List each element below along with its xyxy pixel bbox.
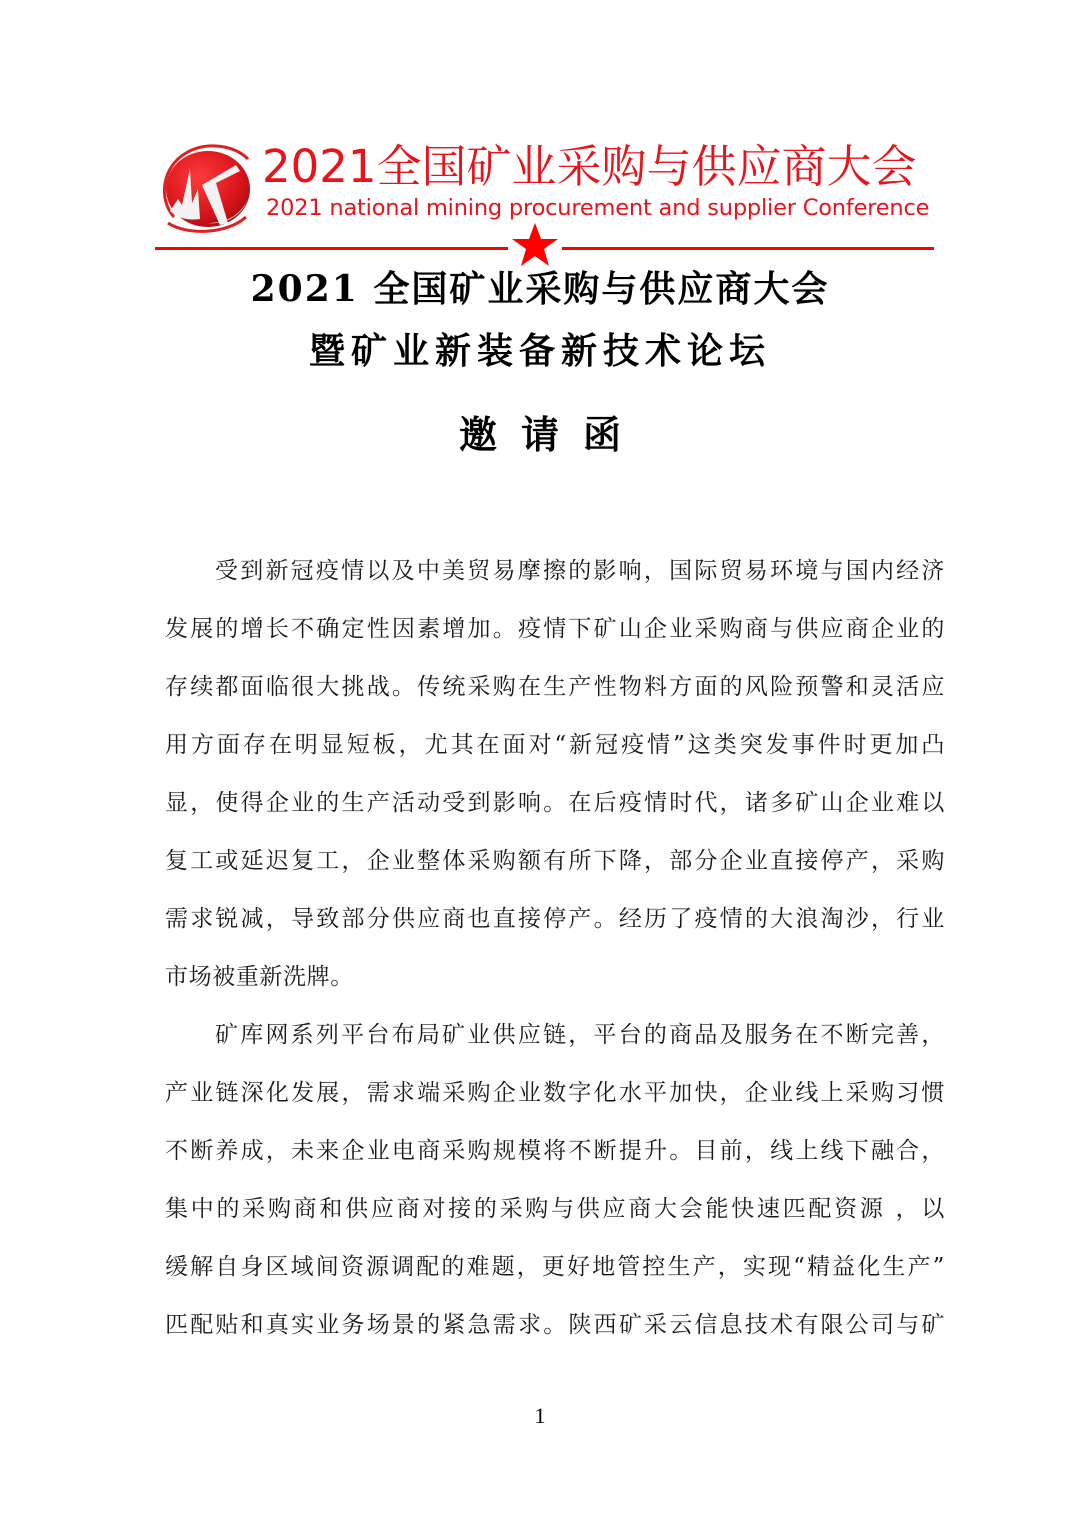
text-line: 产业链深化发展，需求端采购企业数字化水平加快，企业线上采购习惯 (165, 1080, 945, 1106)
invitation-heading: 邀请函 (458, 412, 645, 457)
text-line: 需求锐减，导致部分供应商也直接停产。经历了疫情的大浪淘沙，行业 (165, 906, 945, 932)
text-line: 复工或延迟复工，企业整体采购额有所下降，部分企业直接停产，采购 (165, 848, 945, 874)
page-number: 1 (534, 1403, 546, 1428)
document-subtitle: 暨矿业新装备新技术论坛 (308, 330, 771, 372)
text-line: 缓解自身区域间资源调配的难题，更好地管控生产，实现“精益化生产” (165, 1254, 945, 1280)
text-line: 不断养成，未来企业电商采购规模将不断提升。目前，线上线下融合， (165, 1138, 945, 1164)
text-line: 受到新冠疫情以及中美贸易摩擦的影响，国际贸易环境与国内经济 (215, 558, 945, 584)
text-line: 发展的增长不确定性因素增加。疫情下矿山企业采购商与供应商企业的 (165, 616, 945, 642)
text-line: 匹配贴和真实业务场景的紧急需求。陕西矿采云信息技术有限公司与矿 (165, 1312, 945, 1338)
red-star-icon (510, 222, 560, 268)
text-line: 矿库网系列平台布局矿业供应链，平台的商品及服务在不断完善， (215, 1022, 945, 1048)
text-line: 市场被重新洗牌。 (165, 964, 354, 990)
paragraph-2 (165, 1014, 945, 1362)
document-title: 2021 全国矿业采购与供应商大会 (250, 268, 830, 310)
text-line: 存续都面临很大挑战。传统采购在生产性物料方面的风险预警和灵活应 (165, 674, 945, 700)
conference-k-logo-icon (156, 139, 256, 235)
header-divider-left (155, 247, 508, 250)
banner-title-cn: 2021全国矿业采购与供应商大会 (262, 140, 917, 193)
text-line: 集中的采购商和供应商对接的采购与供应商大会能快速匹配资源 ，以 (165, 1196, 945, 1222)
document-body (165, 550, 945, 1362)
header-divider-right (562, 247, 934, 250)
banner-title-en: 2021 national mining procurement and supplier Conference (266, 195, 930, 221)
paragraph-1 (165, 550, 945, 1014)
text-line: 用方面存在明显短板，尤其在面对“新冠疫情”这类突发事件时更加凸 (165, 732, 945, 758)
text-line: 显，使得企业的生产活动受到影响。在后疫情时代，诸多矿山企业难以 (165, 790, 945, 816)
